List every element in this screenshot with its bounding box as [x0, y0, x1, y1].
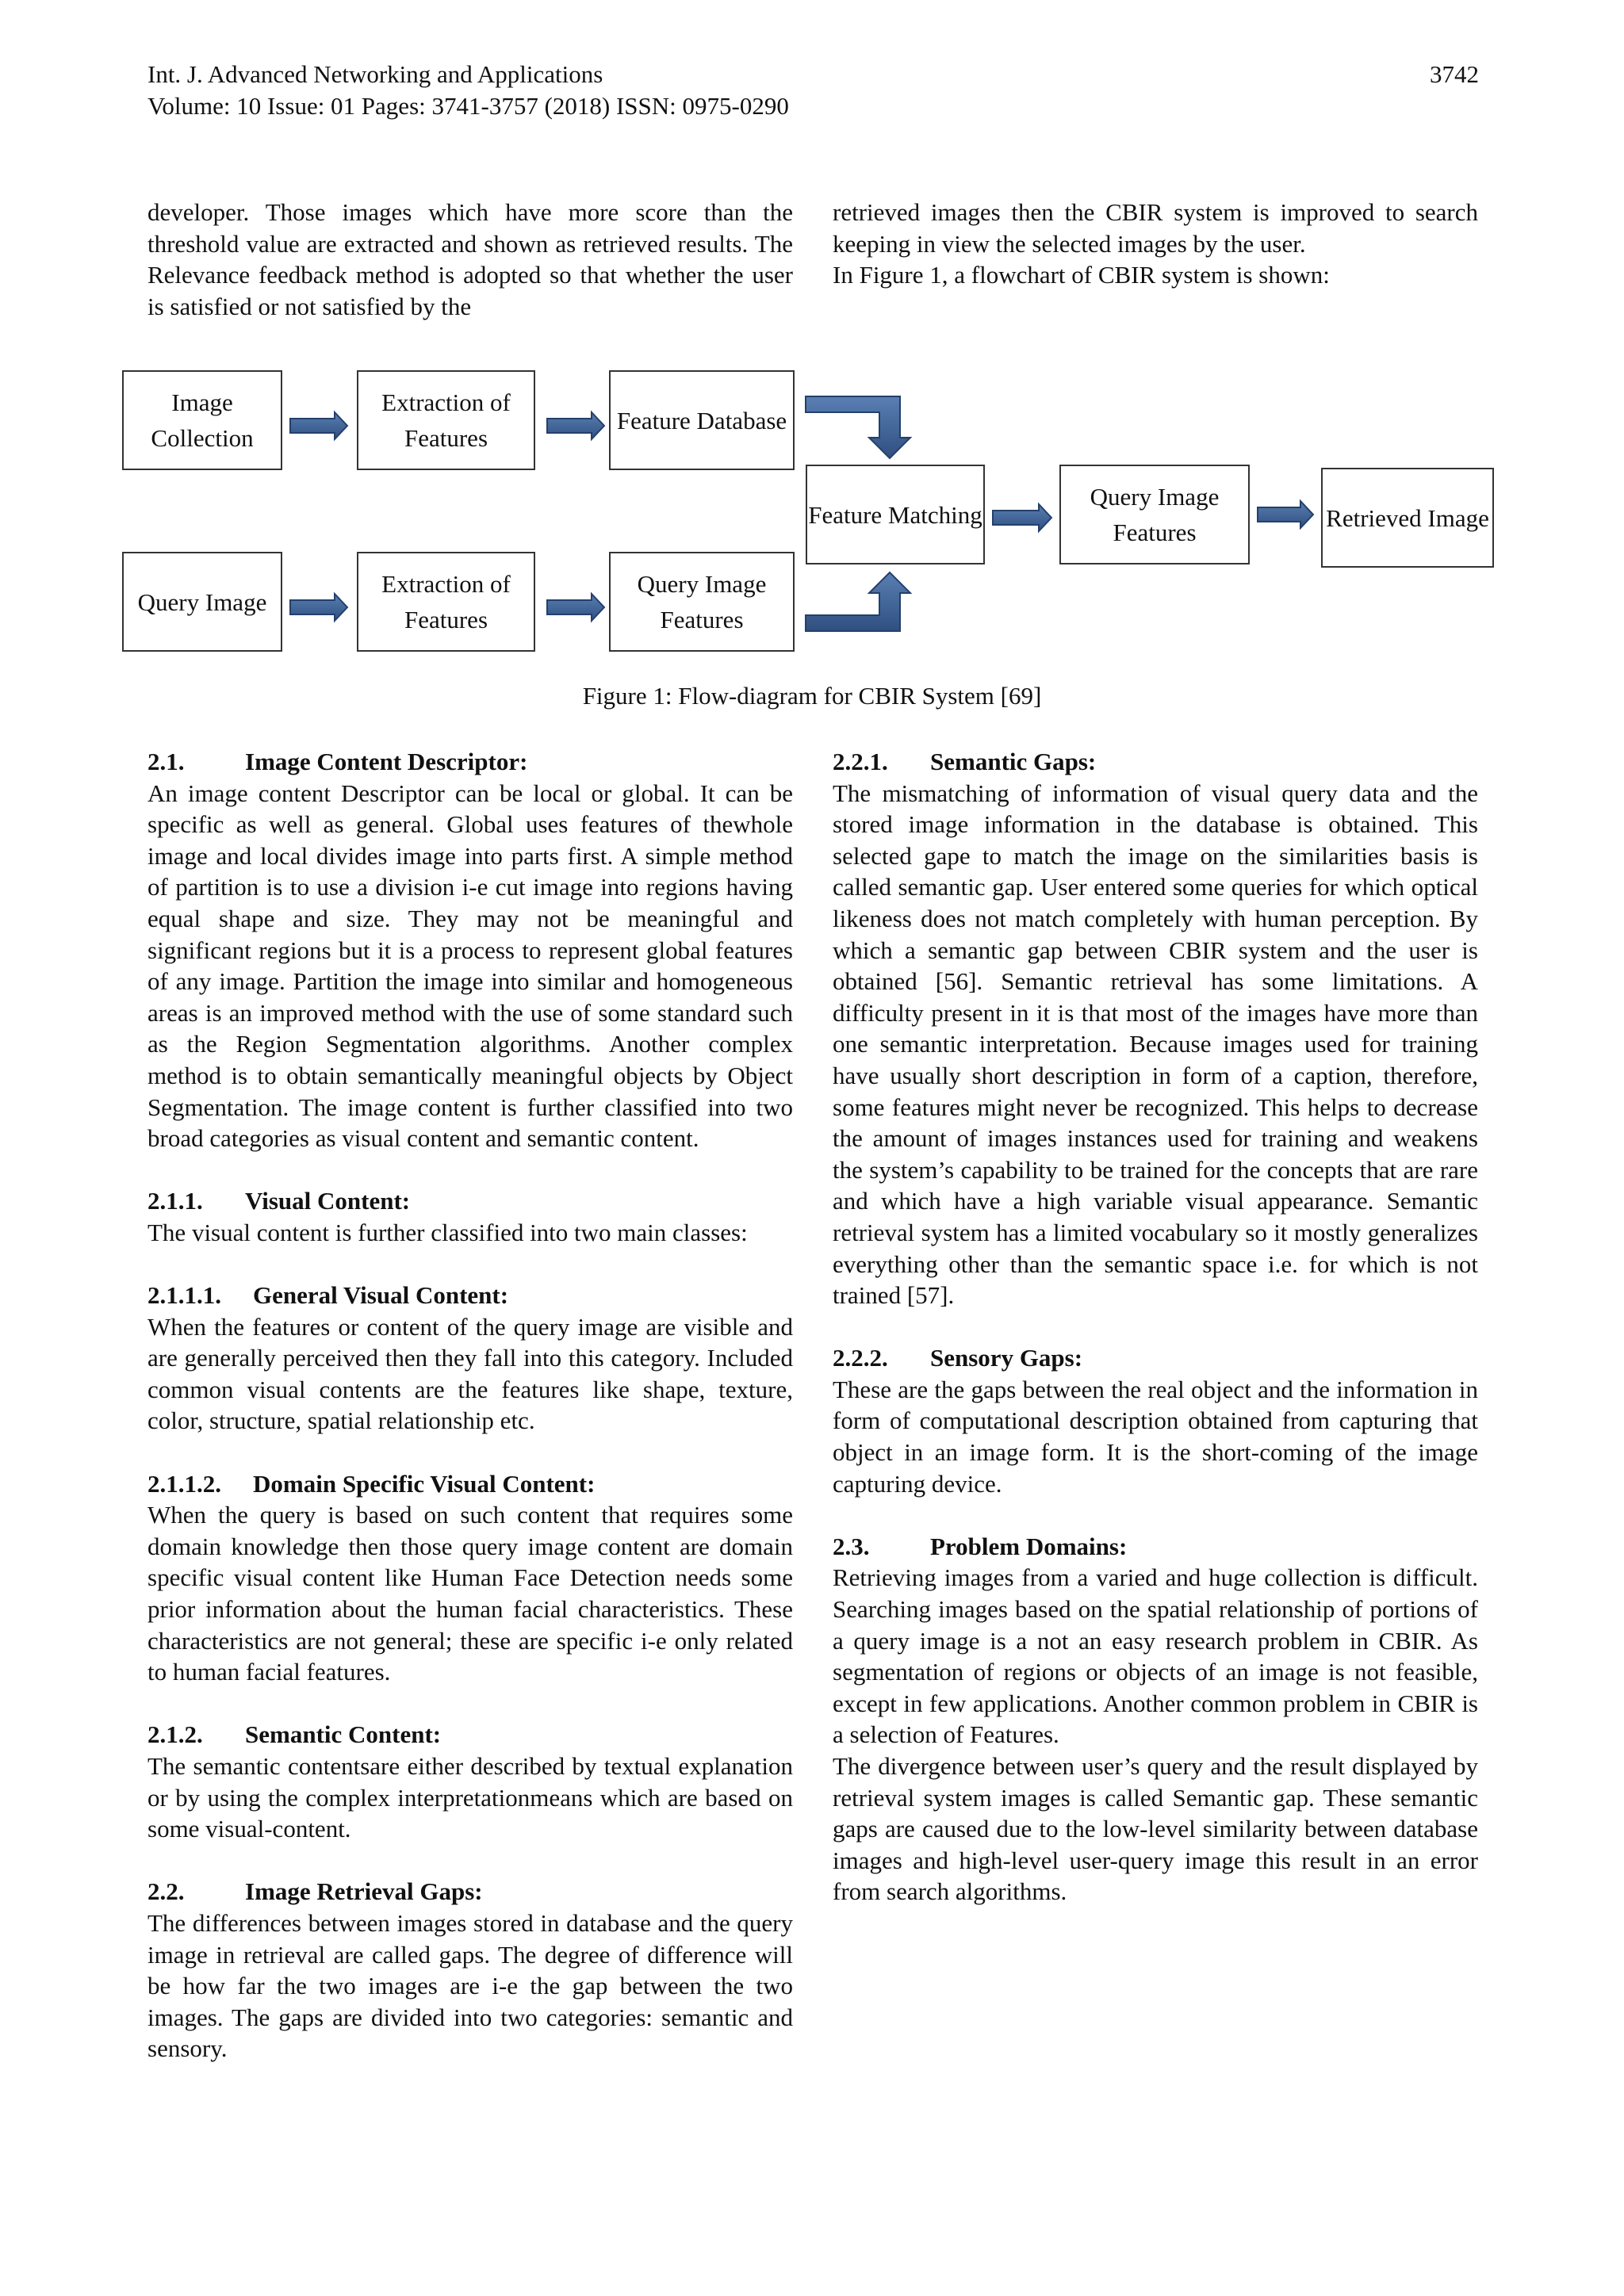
journal-volume-info: Volume: 10 Issue: 01 Pages: 3741-3757 (2018) ISSN: 0975-0290: [147, 92, 789, 120]
section-heading-2-3: 2.3. Problem Domains:: [833, 1532, 1128, 1560]
section-body-2-3-continued: The divergence between user’s query and the result displayed by retrieval system images is called Semantic gap. These semantic gaps are caused due to the low-level similarity between database images and high-level user-query image this result in an error from search algorithms.: [833, 1752, 1478, 1906]
left-column: [147, 746, 793, 2064]
section-heading-2-1-2: 2.1.2. Semantic Content:: [147, 1720, 442, 1749]
section-body-2-2-1: The mismatching of information of visual query data and the stored image information in the database is obtained. This selected gape to match the image on the similarities basis is called semantic gap. User entered some queries for which optical likeness does not match completely with human perception. By which a semantic gap between CBIR system and the user is obtained [56]. Semantic retrieval has some limitations. A difficulty present in it is that most of the images have more than one semantic interpretation. Because images used for training have usually short description in form of a caption, therefore, some features might never be recognized. This helps to decrease the amount of images instances used for training and weakens the system’s capability to be trained for the concepts that are rare and which have a high variable visual appearance. Semantic retrieval system has a limited vocabulary so it mostly generalizes everything other than the semantic space i.e. for which is not trained [57].: [833, 779, 1478, 1310]
box-feature-database: Feature Database: [609, 370, 795, 470]
section-heading-2-1: 2.1. Image Content Descriptor:: [147, 748, 528, 775]
box-image-collection: Image Collection: [122, 370, 282, 470]
section-body-2-1-2: The semantic contentsare either described by textual explanation or by using the complex interpretationmeans which are based on some visual-content.: [147, 1752, 793, 1843]
arrow-matching-to-query-features: [993, 504, 1051, 531]
section-body-2-1-1-2: When the query is based on such content that requires some domain knowledge then those query image content are domain specific visual content like Human Face Detection needs some prior information about the human facial characteristics. These characteristics are not general; these are specific i-e only related to human facial features.: [147, 1501, 793, 1686]
box-extraction-of-features-top: Extraction of Features: [357, 370, 535, 470]
box-query-image-features-right: Query Image Features: [1059, 465, 1250, 564]
journal-title: Int. J. Advanced Networking and Applications: [147, 60, 603, 88]
intro-right-paragraph: retrieved images then the CBIR system is improved to search keeping in view the selected images by the user.: [833, 198, 1478, 258]
section-heading-2-1-1: 2.1.1. Visual Content:: [147, 1187, 411, 1215]
section-body-2-2: The differences between images stored in database and the query image in retrieval are called gaps. The degree of difference will be how far the two images are i-e the gap between the two images. The gaps are divided into two categories: semantic and sensory.: [147, 1908, 793, 2063]
section-heading-2-2: 2.2. Image Retrieval Gaps:: [147, 1877, 483, 1906]
arrow-collection-to-extraction: [290, 412, 347, 439]
section-body-2-1: An image content Descriptor can be local or global. It can be specific as well as general. Global uses features of thewhole image and local divides image into parts first. A simple method of partition is to use a division i-e cut image into regions having equal shape and size. They may not be meaningful and significant regions but it is a process to represent global features of any image. Partition the image into similar and homogeneous areas is an improved method with the use of some standard such as the Region Segmentation algorithms. Another complex method is to obtain semantically meaningful objects by Object Segmentation. The image content is further classified into two broad categories as visual content and semantic content.: [147, 779, 793, 1153]
arrow-extraction-to-database: [547, 412, 604, 439]
section-heading-2-2-1: 2.2.1. Semantic Gaps:: [833, 748, 1097, 775]
arrow-extraction-to-query-features: [547, 594, 604, 621]
section-heading-2-1-1-2: 2.1.1.2. Domain Specific Visual Content:: [147, 1469, 596, 1498]
figure-caption: Figure 1: Flow-diagram for CBIR System [69]: [582, 682, 1042, 710]
arrow-query-features-to-matching: [806, 572, 910, 631]
arrow-database-to-matching: [806, 396, 910, 458]
section-body-2-3: Retrieving images from a varied and huge collection is difficult. Searching images based on the spatial relationship of portions of a query image is a not an easy research problem in CBIR. As segmentation of regions or objects of an image is not feasible, except in few applications. Another common problem in CBIR is a selection of Features.: [833, 1563, 1478, 1749]
section-heading-2-2-2: 2.2.2. Sensory Gaps:: [833, 1344, 1083, 1372]
section-body-2-2-2: These are the gaps between the real object and the information in form of computational description obtained from capturing that object in an image form. It is the short-coming of the image capturing device.: [833, 1375, 1478, 1498]
right-column: [833, 746, 1478, 1908]
section-body-2-1-1: The visual content is further classified into two main classes:: [147, 1218, 748, 1246]
box-extraction-of-features-bottom: Extraction of Features: [357, 552, 535, 652]
arrow-query-features-to-retrieved: [1258, 501, 1313, 528]
page-number: 3742: [1430, 60, 1479, 88]
section-heading-2-1-1-1: 2.1.1.1. General Visual Content:: [147, 1281, 509, 1310]
box-retrieved-image: Retrieved Image: [1321, 468, 1494, 568]
box-query-image-features-bottom: Query Image Features: [609, 552, 795, 652]
arrow-query-to-extraction: [290, 594, 347, 621]
box-feature-matching: Feature Matching: [806, 465, 985, 564]
box-query-image: Query Image: [122, 552, 282, 652]
intro-left-paragraph: developer. Those images which have more score than the threshold value are extracted and shown as retrieved results. The Relevance feedback method is adopted so that whether the user is satisfied or not satisfied by the: [147, 198, 793, 320]
section-body-2-1-1-1: When the features or content of the query image are visible and are generally perceived then they fall into this category. Included common visual contents are the features like shape, texture, color, structure, spatial relationship etc.: [147, 1312, 793, 1435]
intro-figure-reference: In Figure 1, a flowchart of CBIR system is shown:: [833, 261, 1330, 289]
